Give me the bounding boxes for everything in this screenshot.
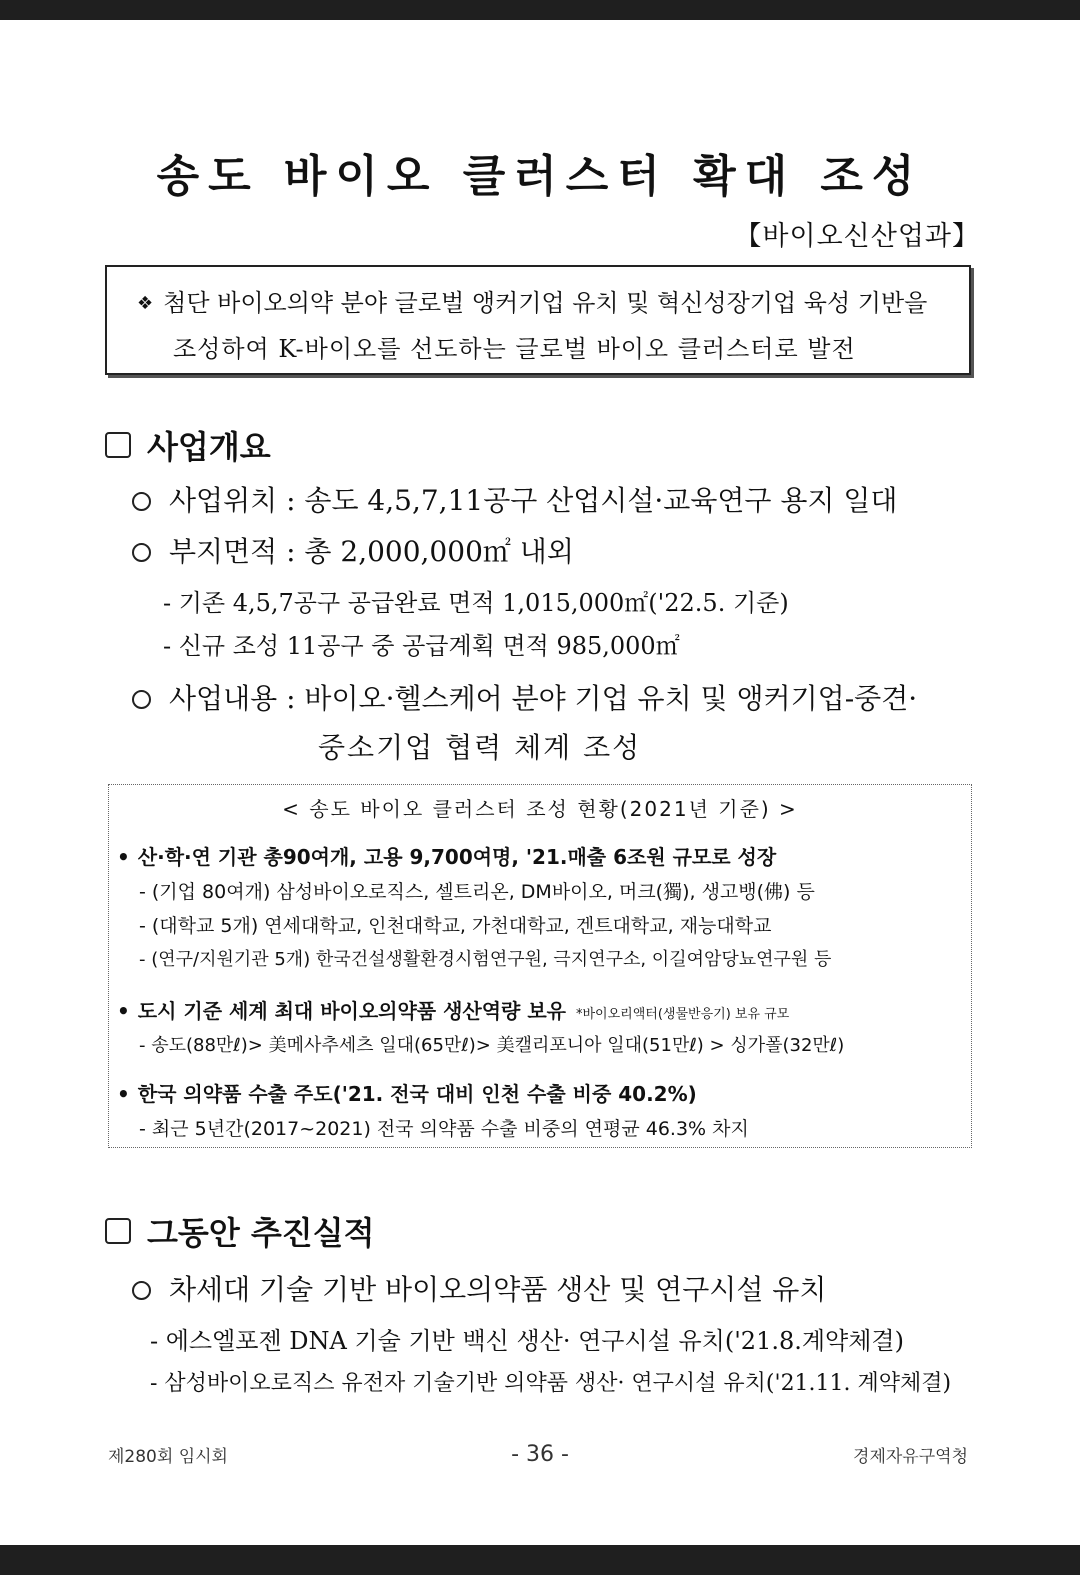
achievement-item-1-text: 차세대 기술 기반 바이오의약품 생산 및 연구시설 유치 [169, 1273, 827, 1306]
summary-text-1: 첨단 바이오의약 분야 글로벌 앵커기업 유치 및 혁신성장기업 육성 기반을 [163, 289, 928, 317]
status-sub-companies: - (기업 80여개) 삼성바이오로직스, 셀트리온, DM바이오, 머크(獨), 생고뱅(佛) 등 [139, 881, 815, 903]
achievement-sub-2: - 삼성바이오로직스 유전자 기술기반 의약품 생산· 연구시설 유치('21.11. 계약체결) [150, 1371, 952, 1396]
achievement-sub-1: - 에스엘포젠 DNA 기술 기반 백신 생산· 연구시설 유치('21.8.계약체결) [150, 1327, 904, 1355]
overview-location-text: 사업위치 : 송도 4,5,7,11공구 산업시설·교육연구 용지 일대 [169, 484, 898, 517]
overview-content-text: 사업내용 : 바이오·헬스케어 분야 기업 유치 및 앵커기업-중견· [169, 682, 918, 715]
status-bullet-1-text: 산·학·연 기관 총90여개, 고용 9,700여명, '21.매출 6조원 규모로 성장 [137, 845, 777, 869]
status-bullet-2 [117, 995, 789, 1024]
cluster-status-box [108, 784, 972, 1148]
status-bullet-2-text: 도시 기준 세계 최대 바이오의약품 생산역량 보유 [137, 999, 566, 1023]
summary-line-1 [137, 283, 927, 318]
checkbox-icon [105, 1218, 131, 1244]
summary-box [105, 265, 971, 375]
bullet-dot-icon: • [117, 845, 130, 869]
overview-area-existing: - 기존 4,5,7공구 공급완료 면적 1,015,000㎡('22.5. 기준) [163, 589, 789, 617]
diamond-bullet-icon: ❖ [137, 293, 154, 314]
overview-content [132, 677, 917, 717]
section-heading-achievements [105, 1208, 375, 1254]
section-heading-text: 사업개요 [147, 428, 271, 466]
overview-area-new: - 신규 조성 11공구 중 공급계획 면적 985,000㎡ [163, 632, 680, 660]
circle-bullet-icon [132, 492, 151, 511]
department-label: 【바이오신산업과】 [734, 221, 980, 252]
top-dark-bar [0, 0, 1080, 20]
status-caption: < 송도 바이오 클러스터 조성 현황(2021년 기준) > [282, 797, 798, 821]
page-title: 송도 바이오 클러스터 확대 조성 [156, 151, 924, 202]
bottom-dark-bar [0, 1545, 1080, 1575]
bullet-dot-icon: • [117, 1082, 130, 1106]
checkbox-icon [105, 432, 131, 458]
status-sub-universities: - (대학교 5개) 연세대학교, 인천대학교, 가천대학교, 겐트대학교, 재능대학교 [139, 915, 772, 937]
footer-session: 제280회 임시회 [108, 1447, 228, 1467]
status-bullet-2-note: *바이오리액터(생물반응기) 보유 규모 [575, 1007, 790, 1022]
circle-bullet-icon [132, 1281, 151, 1300]
overview-area-text: 부지면적 : 총 2,000,000㎡ 내외 [169, 535, 574, 568]
bullet-dot-icon: • [117, 999, 130, 1023]
overview-location [132, 479, 897, 519]
status-sub-export: - 최근 5년간(2017~2021) 전국 의약품 수출 비중의 연평균 46.3% 차지 [139, 1118, 749, 1140]
status-bullet-3 [117, 1078, 697, 1107]
achievement-item-1 [132, 1268, 826, 1308]
status-bullet-3-text: 한국 의약품 수출 주도('21. 전국 대비 인천 수출 비중 40.2%) [137, 1082, 697, 1106]
footer-agency: 경제자유구역청 [853, 1447, 968, 1467]
overview-content-continued: 중소기업 협력 체계 조성 [318, 731, 642, 764]
status-bullet-1 [117, 841, 776, 870]
status-sub-institutes: - (연구/지원기관 5개) 한국건설생활환경시험연구원, 극지연구소, 이길여암당뇨연구원 등 [139, 949, 832, 970]
overview-area [132, 530, 574, 570]
circle-bullet-icon [132, 543, 151, 562]
page-number: - 36 - [511, 1442, 569, 1467]
section-heading-overview [105, 422, 271, 468]
circle-bullet-icon [132, 690, 151, 709]
summary-line-2: 조성하여 K-바이오를 선도하는 글로벌 바이오 클러스터로 발전 [173, 335, 856, 363]
status-sub-capacity: - 송도(88만ℓ)> 美메사추세츠 일대(65만ℓ)> 美캘리포니아 일대(51만ℓ) > 싱가폴(32만ℓ) [139, 1035, 845, 1056]
section-heading-text: 그동안 추진실적 [147, 1214, 375, 1252]
